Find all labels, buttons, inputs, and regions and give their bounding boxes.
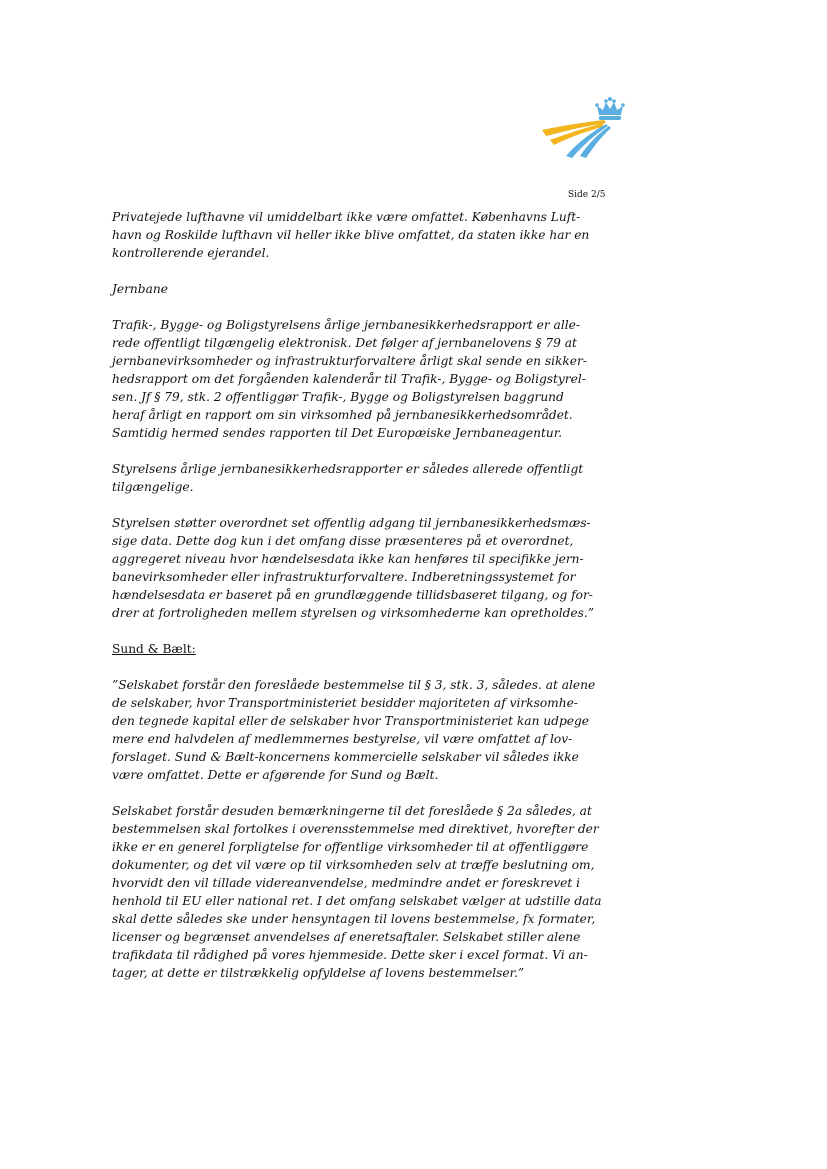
text-line: Styrelsen støtter overordnet set offentlig adgang til jernbanesikkerhedsmæs- <box>112 516 591 530</box>
text-line: den tegnede kapital eller de selskaber hvor Transportministeriet kan udpege <box>112 714 589 728</box>
crown-road-logo-icon <box>540 96 632 160</box>
paragraph-gap <box>112 298 612 316</box>
crown-icon <box>595 97 625 120</box>
text-line: hvorvidt den vil tillade videreanvendelse, medmindre andet er foreskrevet i <box>112 876 581 890</box>
paragraph-gap <box>112 496 612 514</box>
text-line: de selskaber, hvor Transportministeriet besidder majoriteten af virksomhe- <box>112 696 578 710</box>
text-line: bestemmelsen skal fortolkes i overensstemmelse med direktivet, hvorefter der <box>112 822 599 836</box>
text-line: jernbanevirksomheder og infrastrukturforvaltere årligt skal sende en sikker- <box>112 354 587 368</box>
text-line: heraf årligt en rapport om sin virksomhed på jernbanesikkerhedsområdet. <box>112 408 573 422</box>
text-line: trafikdata til rådighed på vores hjemmeside. Dette sker i excel format. Vi an- <box>112 948 588 962</box>
text-line: dokumenter, og det vil være op til virksomheden selv at træffe beslutning om, <box>112 858 595 872</box>
text-line: tager, at dette er tilstrækkelig opfyldelse af lovens bestemmelser.” <box>112 966 525 980</box>
document-body <box>112 208 612 982</box>
text-line: henhold til EU eller national ret. I det omfang selskabet vælger at udstille data <box>112 894 602 908</box>
text-line: sige data. Dette dog kun i det omfang disse præsenteres på et overordnet, <box>112 534 574 548</box>
paragraph-gap <box>112 262 612 280</box>
paragraph-gap <box>112 784 612 802</box>
text-line: Styrelsens årlige jernbanesikkerhedsrapporter er således allerede offentligt <box>112 462 584 476</box>
paragraph <box>112 802 612 982</box>
text-line: forslaget. Sund & Bælt-koncernens kommercielle selskaber vil således ikke <box>112 750 579 764</box>
paragraph <box>112 676 612 784</box>
paragraph-gap <box>112 442 612 460</box>
text-line: banevirksomheder eller infrastrukturforvaltere. Indberetningssystemet for <box>112 570 576 584</box>
text-line: hændelsesdata er baseret på en grundlæggende tillidsbaseret tilgang, og for- <box>112 588 593 602</box>
paragraph-gap <box>112 622 612 640</box>
text-line: Sund & Bælt: <box>112 642 196 656</box>
text-line: aggregeret niveau hvor hændelsesdata ikke kan henføres til specifikke jern- <box>112 552 584 566</box>
text-line: mere end halvdelen af medlemmernes bestyrelse, vil være omfattet af lov- <box>112 732 573 746</box>
text-line: Selskabet forstår desuden bemærkningerne til det foreslåede § 2a således, at <box>112 804 592 818</box>
text-line: ”Selskabet forstår den foreslåede bestemmelse til § 3, stk. 3, således. at alene <box>112 678 596 692</box>
text-line: rede offentligt tilgængelig elektronisk. Det følger af jernbanelovens § 79 at <box>112 336 577 350</box>
paragraph <box>112 280 612 298</box>
text-line: tilgængelige. <box>112 480 194 494</box>
text-line: kontrollerende ejerandel. <box>112 246 270 260</box>
text-line: være omfattet. Dette er afgørende for Sund og Bælt. <box>112 768 439 782</box>
text-line: drer at fortroligheden mellem styrelsen og virksomhederne kan opretholdes.” <box>112 606 594 620</box>
text-line: licenser og begrænset anvendelses af eneretsaftaler. Selskabet stiller alene <box>112 930 581 944</box>
text-line: Jernbane <box>112 282 168 296</box>
text-line: skal dette således ske under hensyntagen til lovens bestemmelse, fx formater, <box>112 912 596 926</box>
text-line: havn og Roskilde lufthavn vil heller ikke blive omfattet, da staten ikke har en <box>112 228 590 242</box>
text-line: ikke er en generel forpligtelse for offentlige virksomheder til at offentliggøre <box>112 840 589 854</box>
text-line: hedsrapport om det forgåenden kalenderår til Trafik-, Bygge- og Boligstyrel- <box>112 372 586 386</box>
paragraph <box>112 514 612 622</box>
text-line: Trafik-, Bygge- og Boligstyrelsens årlige jernbanesikkerhedsrapport er alle- <box>112 318 580 332</box>
paragraph <box>112 208 612 262</box>
text-line: sen. Jf § 79, stk. 2 offentliggør Trafik-, Bygge og Boligstyrelsen baggrund <box>112 390 564 404</box>
text-line: Samtidig hermed sendes rapporten til Det Europæiske Jernbaneagentur. <box>112 426 563 440</box>
paragraph <box>112 316 612 442</box>
paragraph-gap <box>112 658 612 676</box>
text-line: Privatejede lufthavne vil umiddelbart ikke være omfattet. Københavns Luft- <box>112 210 581 224</box>
page-number: Side 2/5 <box>568 190 606 200</box>
section-heading <box>112 640 612 658</box>
paragraph <box>112 460 612 496</box>
